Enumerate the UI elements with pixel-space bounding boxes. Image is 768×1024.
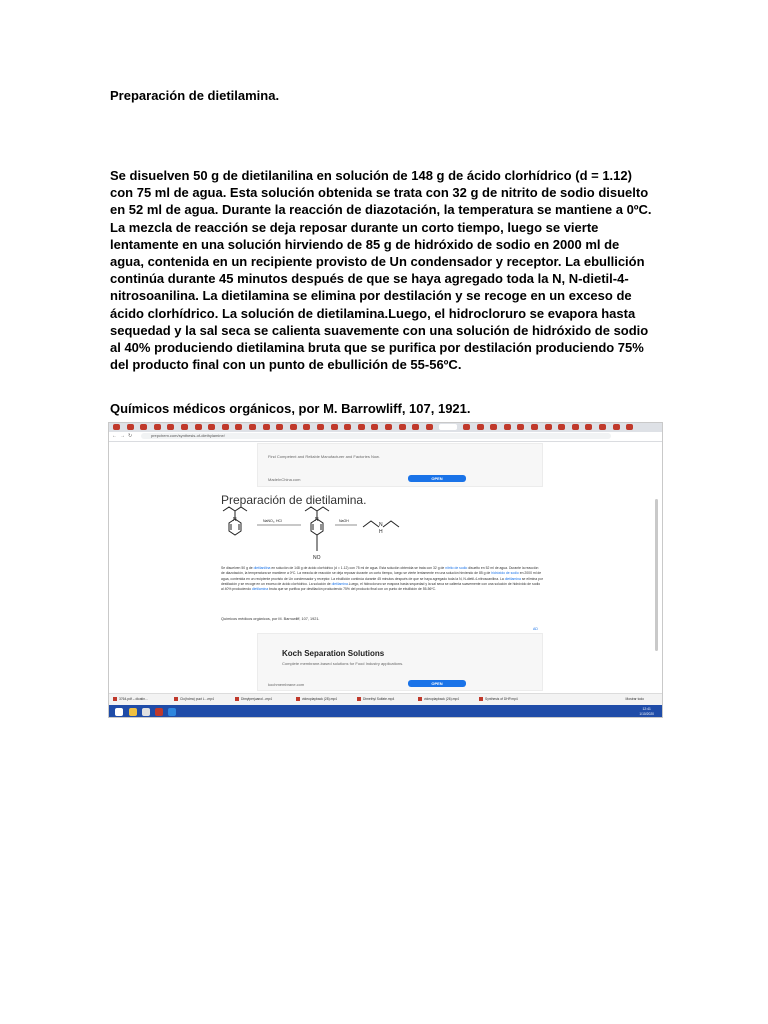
browser-tab[interactable] <box>181 424 188 430</box>
top-advertisement <box>257 443 543 487</box>
file-icon <box>357 697 361 701</box>
browser-tab[interactable] <box>613 424 620 430</box>
browser-tab[interactable] <box>195 424 202 430</box>
browser-tab[interactable] <box>463 424 470 430</box>
paragraph-link[interactable]: nitrito de sodio <box>445 566 468 570</box>
paragraph-text: en solución de 148 g de ácido clorhídrico (d = 1.12) con 75 ml de agua. Esta solución obtenida se trata con 32 g de <box>270 566 446 570</box>
browser-tab[interactable] <box>439 424 457 430</box>
paragraph-link[interactable]: dietilamina <box>251 587 269 592</box>
browser-tab[interactable] <box>249 424 256 430</box>
download-item-label: Dimylperjuanol...mp4 <box>241 697 272 701</box>
paragraph-text: disuelto en 52 ml de agua. Durante la reacción de diazotación, la temperatura se mantiene a 0ºC. La mezcla de reacción se deja reposar durante un corto tiempo, luego se vierte lentamente en una solución hirviendo de 85 g de <box>221 566 539 576</box>
browser-tab[interactable] <box>263 424 270 430</box>
browser-tab[interactable] <box>426 424 433 430</box>
koch-ad-subtitle: Complete membrane-based solutions for Food Industry applications. <box>282 661 404 666</box>
browser-tab[interactable] <box>208 424 215 430</box>
browser-tab[interactable] <box>303 424 310 430</box>
top-ad-source: MadeInChina.com <box>268 477 301 482</box>
browser-icon <box>142 708 150 716</box>
explorer-icon <box>129 708 137 716</box>
top-ad-text: Find Competent and Reliable Manufacturer and Factories Now. <box>268 454 380 459</box>
browser-tab[interactable] <box>290 424 297 430</box>
top-ad-open-button: OPEN <box>408 475 466 482</box>
browser-tab[interactable] <box>585 424 592 430</box>
file-icon <box>479 697 483 701</box>
browser-tab[interactable] <box>531 424 538 430</box>
browser-tab[interactable] <box>399 424 406 430</box>
browser-tab[interactable] <box>626 424 633 430</box>
browser-tab[interactable] <box>113 424 120 430</box>
browser-tab[interactable] <box>371 424 378 430</box>
download-item-label: videoplayback (28).mp4 <box>302 697 338 701</box>
download-item[interactable] <box>174 697 214 701</box>
screenshot-citation: Químicos médicos orgánicos, por M. Barrowliff, 107, 1921. <box>221 617 320 621</box>
clock-time: 12:41 <box>642 707 651 711</box>
forward-icon: → <box>120 433 125 439</box>
download-item[interactable] <box>357 697 394 701</box>
ad-choices-label: AD <box>533 627 538 631</box>
paragraph-text: en 2000 ml de agua, contenida en un recipiente provisto de Un condensador y receptor. La ebullición continúa durante 45 minutos después de que se haya agregado toda la N, N-dietil-4-nitrosoanilina. La <box>221 571 542 581</box>
file-icon <box>296 697 300 701</box>
document-citation: Químicos médicos orgánicos, por M. Barrowliff, 107, 1921. <box>110 401 471 416</box>
page-scrollbar <box>655 499 658 651</box>
url-field: prepchem.com/synthesis-of-diethylamine/ <box>141 433 611 439</box>
download-item-label: Dimethyl Sulfate.mp4 <box>363 697 395 701</box>
koch-advertisement <box>257 633 543 691</box>
file-icon <box>418 697 422 701</box>
word-icon <box>168 708 176 716</box>
screenshot-heading: Preparación de dietilamina. <box>221 493 367 507</box>
browser-tab[interactable] <box>317 424 324 430</box>
windows-taskbar <box>109 705 662 718</box>
download-item-label: videoplayback (26).mp4 <box>424 697 460 701</box>
amine-n-label: N <box>379 522 383 528</box>
reagent-1-label: NaNO₂, HCl <box>263 519 282 523</box>
show-all-downloads: Mostrar todo <box>625 697 644 701</box>
browser-tab-bar <box>109 423 662 432</box>
file-icon <box>113 697 117 701</box>
file-icon <box>174 697 178 701</box>
browser-tab[interactable] <box>167 424 174 430</box>
koch-ad-title: Koch Separation Solutions <box>282 649 385 658</box>
reagent-2-label: NaOH <box>339 519 349 523</box>
browser-tab[interactable] <box>477 424 484 430</box>
paragraph-link[interactable]: dietilamina <box>331 581 348 586</box>
koch-ad-open-button: OPEN <box>408 680 466 687</box>
browser-tab[interactable] <box>385 424 392 430</box>
browser-tab[interactable] <box>490 424 497 430</box>
paragraph-link[interactable]: dietilamina <box>504 576 521 581</box>
browser-tab[interactable] <box>599 424 606 430</box>
browser-tab[interactable] <box>558 424 565 430</box>
browser-address-bar <box>109 432 662 442</box>
browser-tab[interactable] <box>140 424 147 430</box>
file-icon <box>235 697 239 701</box>
download-item-label: Clo(hdrra) puct L...mp4 <box>180 697 214 701</box>
paragraph-link[interactable]: dietilanilina <box>253 566 271 570</box>
download-item[interactable] <box>296 697 337 701</box>
paragraph-text: Se disuelven 50 g de <box>221 566 254 570</box>
koch-ad-source: kochmembrane.com <box>268 682 305 687</box>
nitroso-label: NO <box>313 555 321 561</box>
download-item[interactable] <box>479 697 518 701</box>
browser-tab[interactable] <box>545 424 552 430</box>
browser-tab[interactable] <box>358 424 365 430</box>
browser-tab[interactable] <box>412 424 419 430</box>
browser-tab[interactable] <box>344 424 351 430</box>
aniline-n-label: N <box>233 517 237 523</box>
browser-tab[interactable] <box>572 424 579 430</box>
start-icon <box>115 708 123 716</box>
paragraph-text: se elimina por destilación y se recoge en un exceso de ácido clorhídrico. La solución de <box>221 576 543 586</box>
document-title: Preparación de dietilamina. <box>110 88 280 103</box>
browser-tab[interactable] <box>154 424 161 430</box>
download-item[interactable] <box>235 697 272 701</box>
document-body: Se disuelven 50 g de dietilanilina en solución de 148 g de ácido clorhídrico (d = 1.12) con 75 ml de agua. Esta solución obtenida se trata con 32 g de nitrito de sodio disuelto en 52 ml de agua. Durante la reacción de diazotación, la temperatura se mantiene a 0ºC. La mezcla de reacción se deja reposar durante un corto tiempo, luego se vierte lentamente en una solución hirviendo de 85 g de hidróxido de sodio en 2000 ml de agua, contenida en un recipiente provisto de Un condensador y receptor. La ebullición continúa durante 45 minutos después de que se haya agregado toda la N, N-dietil-4-nitrosoanilina. La dietilamina se elimina por destilación y se recoge en un exceso de ácido clorhídrico. La solución de dietilamina.Luego, el hidrocloruro se evapora hasta sequedad y la sal seca se calienta suavemente con una solución de hidróxido de sodio al 40% produciendo dietilamina bruta que se purifica por destilación produciendo 75% del producto final con un punto de ebullición de 55-56ºC. <box>110 168 652 373</box>
taskbar-clock <box>639 707 654 716</box>
browser-tab[interactable] <box>517 424 524 430</box>
browser-tab[interactable] <box>504 424 511 430</box>
browser-tab[interactable] <box>331 424 338 430</box>
download-item-label: Synthesis of DHP.mp4 <box>485 697 518 701</box>
browser-tab[interactable] <box>127 424 134 430</box>
download-item[interactable] <box>418 697 459 701</box>
media-icon <box>155 708 163 716</box>
paragraph-link[interactable]: hidróxido de sodio <box>491 571 519 576</box>
browser-tab[interactable] <box>222 424 229 430</box>
reaction-scheme <box>217 505 547 563</box>
nitroso-n-label: N <box>315 517 319 523</box>
paragraph-text: .Luego, el hidrocloruro se evapora hasta sequedad y la sal seca se calienta suavemente con una solución de hidróxido de sodio al 40% produciendo <box>221 581 541 592</box>
screenshot-paragraph <box>221 566 543 592</box>
amine-h-label: H <box>379 529 383 535</box>
download-item[interactable] <box>113 697 148 701</box>
paragraph-text: bruta que se purifica por destilación produciendo 75% del producto final con un punto de ebullición de 55-56ºC. <box>268 587 437 592</box>
back-icon: ← <box>112 433 117 439</box>
reload-icon: ↻ <box>128 433 133 439</box>
embedded-browser-screenshot <box>108 422 663 718</box>
download-item-label: 3764.pdf – dicatin... <box>119 697 148 701</box>
browser-tab[interactable] <box>235 424 242 430</box>
clock-date: 1/10/2020 <box>639 711 654 716</box>
browser-tab[interactable] <box>276 424 283 430</box>
